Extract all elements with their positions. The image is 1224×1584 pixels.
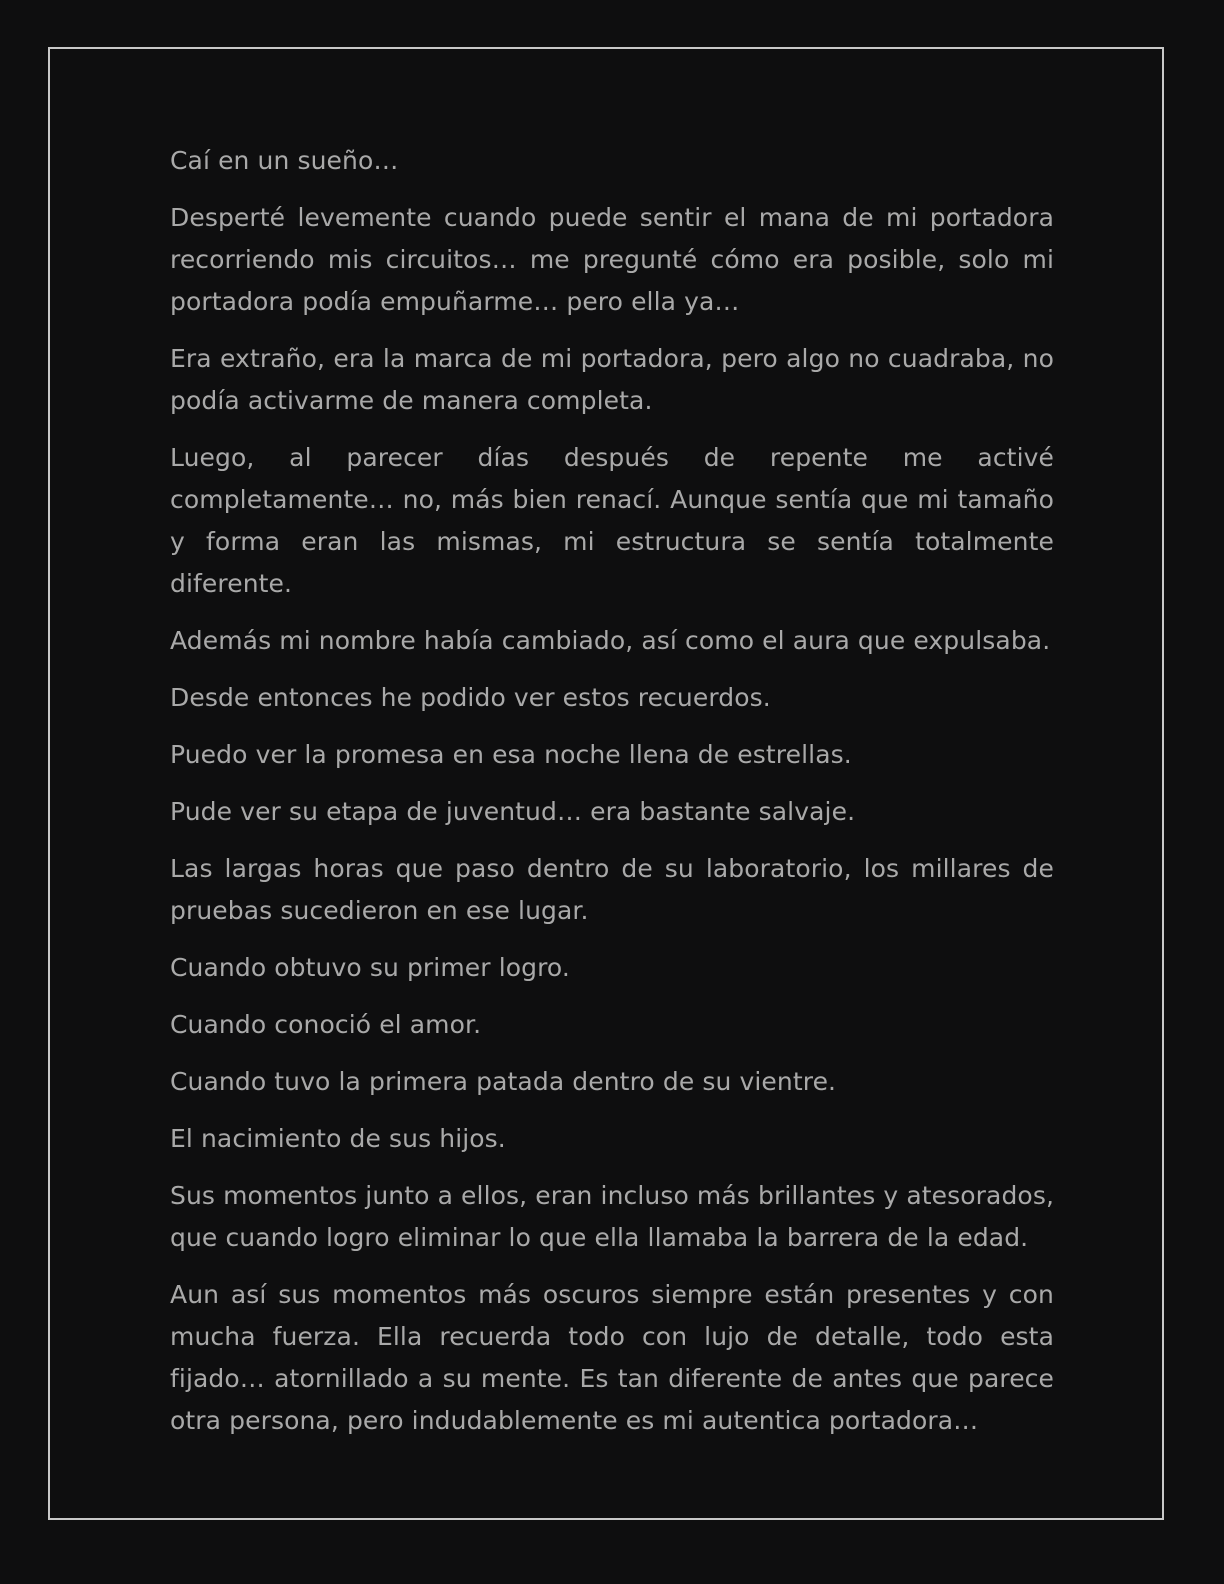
paragraph: Luego, al parecer días después de repente me activé completamente… no, más bien renací. Aunque sentía que mi tamaño y forma eran las mismas, mi estructura se sentía totalmente diferente.	[170, 443, 1054, 598]
paragraph: Desde entonces he podido ver estos recuerdos.	[170, 683, 771, 712]
paragraph: Aun así sus momentos más oscuros siempre están presentes y con mucha fuerza. Ella recuerda todo con lujo de detalle, todo esta fijado… atornillado a su mente. Es tan diferente de antes que parece otra persona, pero indudablemente es mi autentica portadora…	[170, 1280, 1054, 1435]
paragraph: Pude ver su etapa de juventud… era bastante salvaje.	[170, 797, 856, 826]
paragraph: Desperté levemente cuando puede sentir el mana de mi portadora recorriendo mis circuitos… me pregunté cómo era posible, solo mi portadora podía empuñarme… pero ella ya…	[170, 203, 1054, 316]
paragraph: Cuando obtuvo su primer logro.	[170, 953, 570, 982]
paragraph: El nacimiento de sus hijos.	[170, 1124, 506, 1153]
paragraph: Cuando conoció el amor.	[170, 1010, 482, 1039]
paragraph: Sus momentos junto a ellos, eran incluso más brillantes y atesorados, que cuando logro eliminar lo que ella llamaba la barrera de la edad.	[170, 1181, 1054, 1252]
paragraph: Puedo ver la promesa en esa noche llena de estrellas.	[170, 740, 852, 769]
text-body	[170, 140, 1054, 1457]
paragraph: Las largas horas que paso dentro de su laboratorio, los millares de pruebas sucedieron en ese lugar.	[170, 854, 1054, 925]
paragraph: Era extraño, era la marca de mi portadora, pero algo no cuadraba, no podía activarme de manera completa.	[170, 344, 1054, 415]
paragraph: Caí en un sueño…	[170, 146, 399, 175]
paragraph: Además mi nombre había cambiado, así como el aura que expulsaba.	[170, 626, 1051, 655]
paragraph: Cuando tuvo la primera patada dentro de su vientre.	[170, 1067, 837, 1096]
